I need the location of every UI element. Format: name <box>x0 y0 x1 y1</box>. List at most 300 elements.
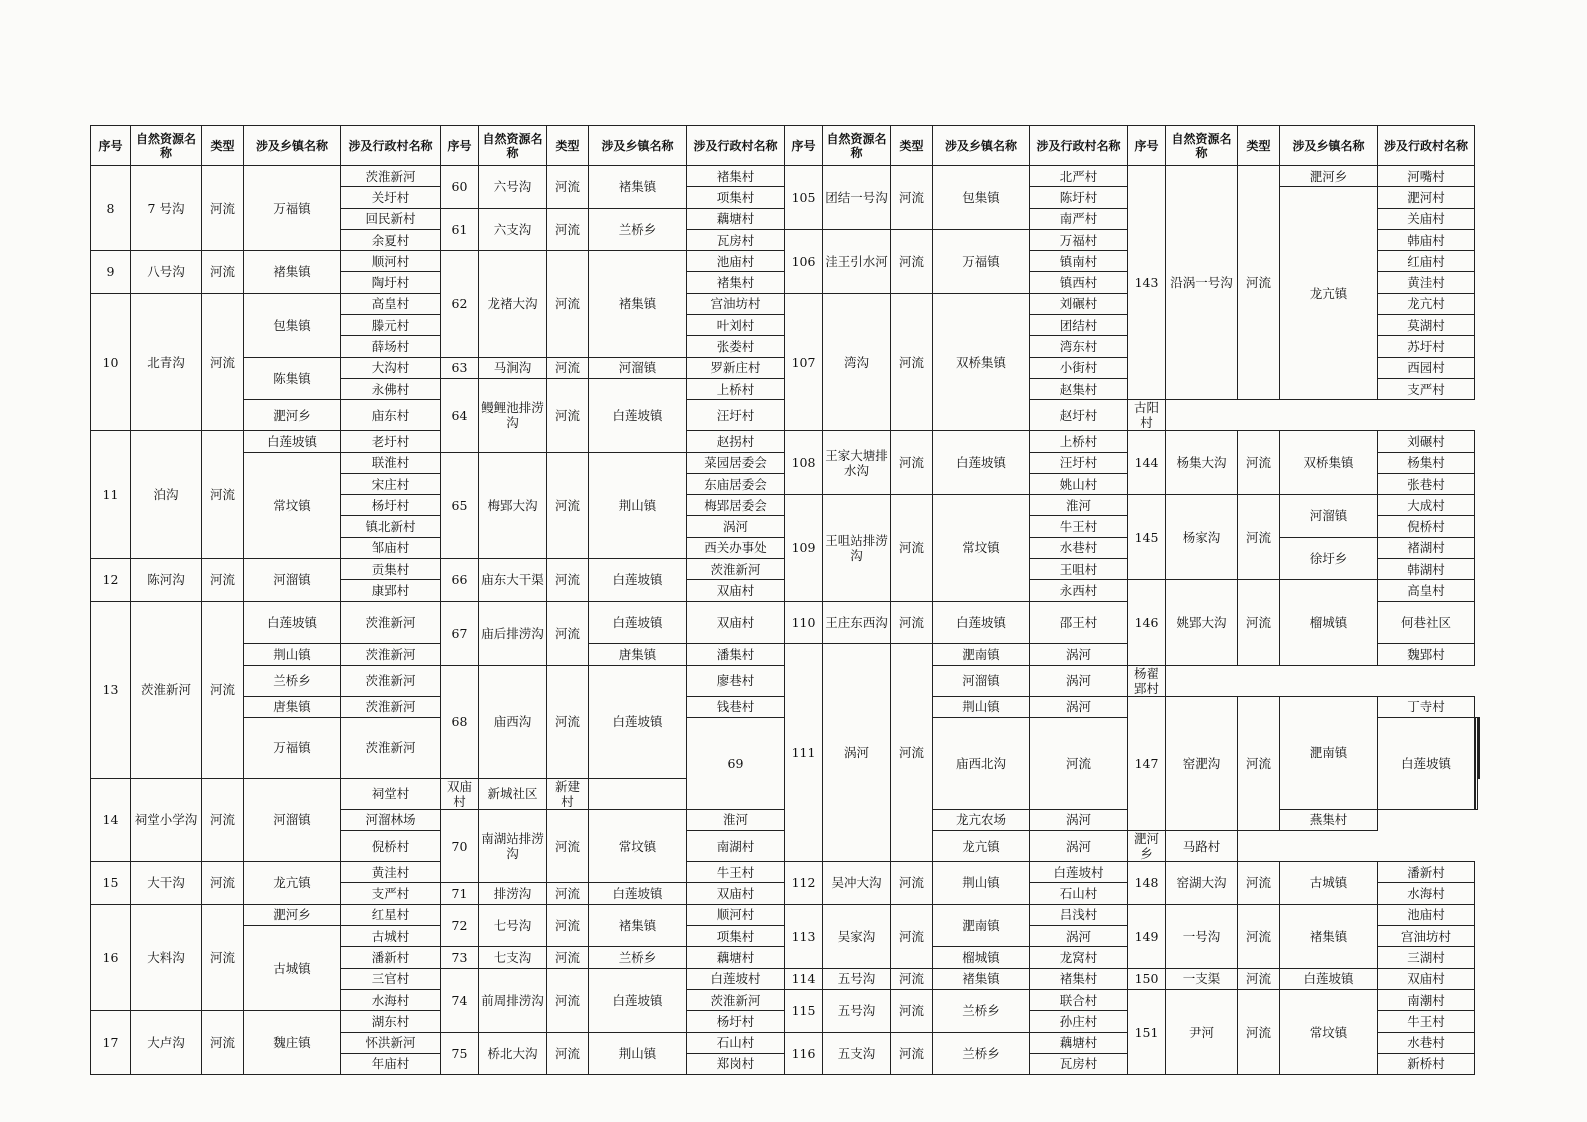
table-cell: 河溜林场 <box>341 809 441 830</box>
table-cell: 115 <box>785 989 823 1032</box>
table-cell: 潘新村 <box>1378 862 1475 883</box>
header-serial: 序号 <box>441 126 479 166</box>
table-cell: 南湖村 <box>687 831 785 862</box>
table-cell: 褚集镇 <box>589 904 687 947</box>
header-row <box>91 126 1480 166</box>
table-cell: 白莲坡镇 <box>933 431 1030 495</box>
header-type: 类型 <box>1238 126 1280 166</box>
table-cell: 涡河 <box>1030 926 1128 947</box>
table-cell: 姚郢大沟 <box>1166 580 1238 665</box>
table-cell: 菜园居委会 <box>687 452 785 473</box>
table-cell: 双庙村 <box>1378 968 1475 989</box>
table-cell: 廖巷村 <box>687 665 785 696</box>
table-cell: 红星村 <box>341 904 441 925</box>
table-cell: 河流 <box>1238 968 1280 989</box>
table-cell: 茨淮新河 <box>341 601 441 644</box>
table-cell: 南严村 <box>1030 208 1128 229</box>
table-cell: 窑淝沟 <box>1166 696 1238 831</box>
table-cell: 大卢沟 <box>131 1011 202 1075</box>
table-cell: 河流 <box>547 452 589 558</box>
table-cell: 余夏村 <box>341 229 441 250</box>
table-cell: 双桥集镇 <box>1280 431 1378 495</box>
table-cell: 吴冲大沟 <box>823 862 891 905</box>
table-cell: 河流 <box>202 1011 244 1075</box>
table-cell: 荆山镇 <box>589 452 687 558</box>
table-cell: 河流 <box>1238 989 1280 1074</box>
table-cell: 河流 <box>547 904 589 947</box>
table-cell: 河溜镇 <box>244 778 341 861</box>
table-cell: 68 <box>441 665 479 778</box>
table-cell: 孙庄村 <box>1030 1011 1128 1032</box>
table-cell: 包集镇 <box>933 166 1030 230</box>
table-cell: 河流 <box>202 904 244 1010</box>
table-cell: 庙东村 <box>341 400 441 431</box>
table-cell: 河流 <box>891 904 933 968</box>
table-cell: 73 <box>441 947 479 968</box>
table-cell: 梅郢大沟 <box>479 452 547 558</box>
table-cell: 褚集镇 <box>1280 904 1378 968</box>
table-cell: 赵拐村 <box>687 431 785 452</box>
table-cell: 61 <box>441 208 479 251</box>
table-cell: 白莲坡镇 <box>589 883 687 904</box>
table-cell: 牛王村 <box>687 862 785 883</box>
table-cell: 顺河村 <box>687 904 785 925</box>
table-cell: 上桥村 <box>1030 431 1128 452</box>
table-cell: 瓦房村 <box>1030 1053 1128 1074</box>
table-cell: 淝河村 <box>1378 187 1475 208</box>
table-cell: 白莲坡镇 <box>1280 968 1378 989</box>
table-cell: 龙亢村 <box>1378 293 1475 314</box>
table-cell: 倪桥村 <box>1378 516 1475 537</box>
table-cell: 藕塘村 <box>1030 1032 1128 1053</box>
table-cell: 河流 <box>547 251 589 357</box>
table-cell: 湖东村 <box>341 1011 441 1032</box>
table-cell: 河流 <box>1238 904 1280 968</box>
table-cell: 龙亢镇 <box>1280 187 1378 400</box>
table-cell: 河嘴村 <box>1378 166 1475 187</box>
table-cell: 古城村 <box>341 926 441 947</box>
table-cell: 河流 <box>547 559 589 602</box>
table-cell: 河流 <box>547 601 589 665</box>
table-cell: 年庙村 <box>341 1053 441 1074</box>
table-cell: 水巷村 <box>1378 1032 1475 1053</box>
table-cell: 沿涡一号沟 <box>1166 166 1238 400</box>
table-cell: 褚集镇 <box>589 166 687 209</box>
table-cell: 新建村 <box>547 778 589 809</box>
table-cell: 111 <box>785 644 823 862</box>
table-cell: 67 <box>441 601 479 665</box>
table-cell: 罗新庄村 <box>687 357 785 378</box>
table-cell: 白莲坡镇 <box>589 559 687 602</box>
table-cell: 潘集村 <box>687 644 785 665</box>
table-cell: 河流 <box>547 378 589 452</box>
header-serial: 序号 <box>1128 126 1166 166</box>
table-cell: 庙东大干渠 <box>479 559 547 602</box>
header-township: 涉及乡镇名称 <box>244 126 341 166</box>
table-cell: 古阳村 <box>1128 400 1166 431</box>
table-cell: 河流 <box>1238 166 1280 400</box>
table-cell: 团结一号沟 <box>823 166 891 230</box>
table-cell: 66 <box>441 559 479 602</box>
table-cell: 赵集村 <box>1030 378 1128 399</box>
table-cell: 白莲坡镇 <box>244 431 341 452</box>
header-township: 涉及乡镇名称 <box>589 126 687 166</box>
table-cell: 大干沟 <box>131 862 202 905</box>
table-cell: 薛场村 <box>341 336 441 357</box>
table-cell: 75 <box>441 1032 479 1075</box>
table-cell: 镇西村 <box>1030 272 1128 293</box>
table-row <box>91 904 1480 925</box>
table-cell: 三湖村 <box>1378 947 1475 968</box>
table-cell: 河流 <box>891 166 933 230</box>
table-cell: 河流 <box>891 644 933 862</box>
table-cell: 钱巷村 <box>687 696 785 717</box>
table-cell: 茨淮新河 <box>341 166 441 187</box>
table-cell: 七号沟 <box>479 904 547 947</box>
table-cell: 镇南村 <box>1030 251 1128 272</box>
table-cell: 兰桥乡 <box>244 665 341 696</box>
header-type: 类型 <box>547 126 589 166</box>
table-cell: 龙亢农场 <box>933 809 1030 830</box>
table-cell: 双庙村 <box>441 778 479 809</box>
table-cell: 11 <box>91 431 131 559</box>
table-cell: 邹庙村 <box>341 537 441 558</box>
table-cell: 144 <box>1128 431 1166 495</box>
table-cell: 八号沟 <box>131 251 202 294</box>
table-cell: 顺河村 <box>341 251 441 272</box>
table-cell: 南潮村 <box>1378 989 1475 1010</box>
table-cell: 刘碾村 <box>1030 293 1128 314</box>
table-cell: 淝河乡 <box>244 904 341 925</box>
header-serial: 序号 <box>91 126 131 166</box>
table-cell: 110 <box>785 601 823 644</box>
table-cell: 河流 <box>202 862 244 905</box>
table-cell: 黄洼村 <box>1378 272 1475 293</box>
table-cell: 71 <box>441 883 479 904</box>
table-cell: 淝南镇 <box>933 904 1030 947</box>
table-cell: 河流 <box>891 601 933 644</box>
table-cell: 淝河乡 <box>1128 831 1166 862</box>
table-cell: 河流 <box>547 947 589 968</box>
table-cell: 河流 <box>891 862 933 905</box>
table-cell: 白莲坡镇 <box>589 601 687 644</box>
table-cell: 何巷社区 <box>1378 601 1475 644</box>
table-cell: 河流 <box>891 293 933 430</box>
table-cell: 河流 <box>202 251 244 294</box>
table-cell: 西园村 <box>1378 357 1475 378</box>
table-cell: 五支沟 <box>823 1032 891 1075</box>
table-cell: 兰桥乡 <box>933 989 1030 1032</box>
table-cell: 宋庄村 <box>341 473 441 494</box>
table-cell: 洼王引水河 <box>823 229 891 293</box>
table-cell: 白莲坡村 <box>687 968 785 989</box>
table-cell: 庙西沟 <box>479 665 547 778</box>
table-cell: 支严村 <box>1378 378 1475 399</box>
table-cell: 河流 <box>547 665 589 778</box>
table-cell: 滕元村 <box>341 315 441 336</box>
table-cell: 杨集村 <box>1378 452 1475 473</box>
table-cell: 池庙村 <box>1378 904 1475 925</box>
header-township: 涉及乡镇名称 <box>1280 126 1378 166</box>
table-cell: 146 <box>1128 580 1166 665</box>
table-cell: 褚集镇 <box>589 251 687 357</box>
table-cell: 兰桥乡 <box>589 947 687 968</box>
table-cell: 116 <box>785 1032 823 1075</box>
table-cell: 康郢村 <box>341 580 441 601</box>
table-cell: 魏庄镇 <box>244 1011 341 1075</box>
table-cell: 杨圩村 <box>341 495 441 516</box>
table-cell: 水海村 <box>1378 883 1475 904</box>
table-cell: 万福镇 <box>933 229 1030 293</box>
table-cell: 茨淮新河 <box>341 665 441 696</box>
table-cell: 湾沟 <box>823 293 891 430</box>
table-cell: 吕浅村 <box>1030 904 1128 925</box>
table-cell: 马路村 <box>1166 831 1238 862</box>
table-cell: 涡河 <box>823 644 891 862</box>
table-cell: 牛王村 <box>1030 516 1128 537</box>
header-serial: 序号 <box>785 126 823 166</box>
table-cell: 五号沟 <box>823 989 891 1032</box>
table-cell: 河流 <box>202 431 244 559</box>
table-cell: 魏郢村 <box>1378 644 1475 665</box>
table-cell: 新城社区 <box>479 778 547 809</box>
table-cell: 泊沟 <box>131 431 202 559</box>
table-cell: 茨淮新河 <box>341 717 441 778</box>
table-cell: 支严村 <box>341 883 441 904</box>
table-cell: 汪圩村 <box>1030 452 1128 473</box>
table-cell: 14 <box>91 778 131 861</box>
table-cell: 邵王村 <box>1030 601 1128 644</box>
table-cell: 涡河 <box>1030 665 1128 696</box>
table-cell: 丁寺村 <box>1378 696 1475 717</box>
table-cell: 茨淮新河 <box>687 989 785 1010</box>
table-cell: 老圩村 <box>341 431 441 452</box>
table-cell: 茨淮新河 <box>131 601 202 778</box>
table-cell: 前周排涝沟 <box>479 968 547 1032</box>
table-cell: 河流 <box>1238 862 1280 905</box>
resource-table-container <box>90 125 1480 1072</box>
table-cell: 杨家沟 <box>1166 495 1238 580</box>
table-cell: 汪圩村 <box>687 400 785 431</box>
table-cell: 64 <box>441 378 479 452</box>
table-cell: 河流 <box>202 601 244 778</box>
table-cell: 河溜镇 <box>589 357 687 378</box>
table-cell: 石山村 <box>1030 883 1128 904</box>
table-cell: 鳗鲤池排涝沟 <box>479 378 547 452</box>
table-cell: 大料沟 <box>131 904 202 1010</box>
table-cell: 榴城镇 <box>933 947 1030 968</box>
table-cell: 茨淮新河 <box>341 696 441 717</box>
table-cell: 三官村 <box>341 968 441 989</box>
table-cell: 关圩村 <box>341 187 441 208</box>
table-cell: 淝河乡 <box>244 400 341 431</box>
table-cell: 关庙村 <box>1378 208 1475 229</box>
table-cell: 69 <box>687 717 785 809</box>
table-cell: 王庄东西沟 <box>823 601 891 644</box>
table-cell: 147 <box>1128 696 1166 831</box>
table-cell: 白莲坡镇 <box>933 601 1030 644</box>
table-cell: 六号沟 <box>479 166 547 209</box>
table-cell: 常坟镇 <box>1280 989 1378 1074</box>
table-cell: 陈河沟 <box>131 559 202 602</box>
table-cell: 涡河 <box>1030 809 1128 830</box>
header-village: 涉及行政村名称 <box>1378 126 1475 166</box>
table-cell: 大沟村 <box>341 357 441 378</box>
header-resource-name: 自然资源名称 <box>1166 126 1238 166</box>
table-cell: 唐集镇 <box>244 696 341 717</box>
table-cell: 赵圩村 <box>1030 400 1128 431</box>
table-cell: 荆山镇 <box>933 862 1030 905</box>
table-cell: 祠堂村 <box>341 778 441 809</box>
table-cell: 项集村 <box>687 187 785 208</box>
table-cell: 河流 <box>891 989 933 1032</box>
table-cell: 张巷村 <box>1378 473 1475 494</box>
table-cell: 小街村 <box>1030 357 1128 378</box>
table-cell: 109 <box>785 495 823 601</box>
table-cell: 涡河 <box>1030 644 1128 665</box>
table-cell: 9 <box>91 251 131 294</box>
table-cell: 河溜镇 <box>244 559 341 602</box>
table-cell: 褚集村 <box>1030 968 1128 989</box>
table-cell: 17 <box>91 1011 131 1075</box>
table-cell: 白莲坡镇 <box>1378 717 1475 809</box>
table-cell: 112 <box>785 862 823 905</box>
table-cell: 桥北大沟 <box>479 1032 547 1075</box>
table-cell: 107 <box>785 293 823 430</box>
table-row <box>91 431 1480 452</box>
table-cell: 排涝沟 <box>479 883 547 904</box>
table-cell: 王咀村 <box>1030 559 1128 580</box>
table-cell: 河流 <box>1238 580 1280 665</box>
table-cell: 藕塘村 <box>687 947 785 968</box>
table-cell: 河流 <box>202 293 244 430</box>
table-cell: 茨淮新河 <box>687 559 785 580</box>
table-cell: 15 <box>91 862 131 905</box>
table-cell: 石山村 <box>687 1032 785 1053</box>
table-cell: 万福村 <box>1030 229 1128 250</box>
table-cell: 河流 <box>1238 696 1280 831</box>
table-cell: 联合村 <box>1030 989 1128 1010</box>
table-cell: 七支沟 <box>479 947 547 968</box>
table-cell: 65 <box>441 452 479 558</box>
table-cell: 106 <box>785 229 823 293</box>
table-cell: 白莲坡镇 <box>589 378 687 452</box>
table-row <box>91 862 1480 883</box>
table-cell: 刘碾村 <box>1378 431 1475 452</box>
table-cell: 湾东村 <box>1030 336 1128 357</box>
table-cell: 白莲坡镇 <box>244 601 341 644</box>
table-cell: 杨圩村 <box>687 1011 785 1032</box>
header-resource-name: 自然资源名称 <box>131 126 202 166</box>
table-cell: 牛王村 <box>1378 1011 1475 1032</box>
header-resource-name: 自然资源名称 <box>479 126 547 166</box>
table-cell: 河溜镇 <box>933 665 1030 696</box>
table-cell: 荆山镇 <box>933 696 1030 717</box>
table-cell: 五号沟 <box>823 968 891 989</box>
table-cell: 河流 <box>891 1032 933 1075</box>
table-cell: 池庙村 <box>687 251 785 272</box>
table-cell: 宫油坊村 <box>1378 926 1475 947</box>
table-cell: 150 <box>1128 968 1166 989</box>
table-cell: 148 <box>1128 862 1166 905</box>
table-cell: 双庙村 <box>687 883 785 904</box>
table-cell: 河流 <box>547 357 589 378</box>
table-cell: 马涧沟 <box>479 357 547 378</box>
header-township: 涉及乡镇名称 <box>933 126 1030 166</box>
table-cell: 韩庙村 <box>1378 229 1475 250</box>
table-cell: 常坟镇 <box>244 452 341 558</box>
table-cell: 古城镇 <box>1280 862 1378 905</box>
table-cell: 包集镇 <box>244 293 341 357</box>
header-village: 涉及行政村名称 <box>1030 126 1128 166</box>
table-cell: 河流 <box>891 495 933 601</box>
table-cell: 河流 <box>547 166 589 209</box>
table-cell: 72 <box>441 904 479 947</box>
table-cell: 榴城镇 <box>1280 580 1378 665</box>
table-cell: 河流 <box>891 431 933 495</box>
table-cell: 白莲坡镇 <box>589 665 687 778</box>
table-cell: 63 <box>441 357 479 378</box>
table-cell: 兰桥乡 <box>589 208 687 251</box>
table-cell: 瓦房村 <box>687 229 785 250</box>
natural-resource-table <box>90 125 1480 1075</box>
table-cell: 河流 <box>202 166 244 251</box>
table-cell: 韩湖村 <box>1378 559 1475 580</box>
table-cell: 双庙村 <box>687 601 785 644</box>
table-cell: 双桥集镇 <box>933 293 1030 430</box>
table-cell: 杨集大沟 <box>1166 431 1238 495</box>
table-cell: 河溜镇 <box>1280 495 1378 538</box>
table-cell: 窑湖大沟 <box>1166 862 1238 905</box>
header-resource-name: 自然资源名称 <box>823 126 891 166</box>
table-cell: 149 <box>1128 904 1166 968</box>
table-cell: 北青沟 <box>131 293 202 430</box>
table-cell: 联淮村 <box>341 452 441 473</box>
table-cell: 7 号沟 <box>131 166 202 251</box>
table-cell: 105 <box>785 166 823 230</box>
table-cell: 10 <box>91 293 131 430</box>
table-cell: 姚山村 <box>1030 473 1128 494</box>
table-cell: 陈集镇 <box>244 357 341 400</box>
table-cell: 东庙居委会 <box>687 473 785 494</box>
table-cell: 王咀站排涝沟 <box>823 495 891 601</box>
table-cell: 高皇村 <box>1378 580 1475 601</box>
table-cell: 六支沟 <box>479 208 547 251</box>
header-village: 涉及行政村名称 <box>341 126 441 166</box>
table-cell: 60 <box>441 166 479 209</box>
table-cell: 白莲坡村 <box>1030 862 1128 883</box>
table-cell: 河流 <box>202 559 244 602</box>
table-cell: 团结村 <box>1030 315 1128 336</box>
table-cell: 徐圩乡 <box>1280 537 1378 580</box>
table-cell: 藕塘村 <box>687 208 785 229</box>
table-cell: 吴家沟 <box>823 904 891 968</box>
table-cell: 水海村 <box>341 989 441 1010</box>
table-cell: 大成村 <box>1378 495 1475 516</box>
table-cell: 河流 <box>547 809 589 883</box>
table-cell: 涡河 <box>1030 831 1128 862</box>
table-cell: 荆山镇 <box>244 644 341 665</box>
table-cell: 涡河 <box>1030 696 1128 717</box>
table-cell: 白莲坡镇 <box>589 968 687 1032</box>
table-cell: 西关办事处 <box>687 537 785 558</box>
table-cell: 12 <box>91 559 131 602</box>
table-cell: 贡集村 <box>341 559 441 580</box>
table-cell: 镇北新村 <box>341 516 441 537</box>
table-cell: 黄洼村 <box>341 862 441 883</box>
table-cell: 河流 <box>547 883 589 904</box>
table-cell: 梅郢居委会 <box>687 495 785 516</box>
